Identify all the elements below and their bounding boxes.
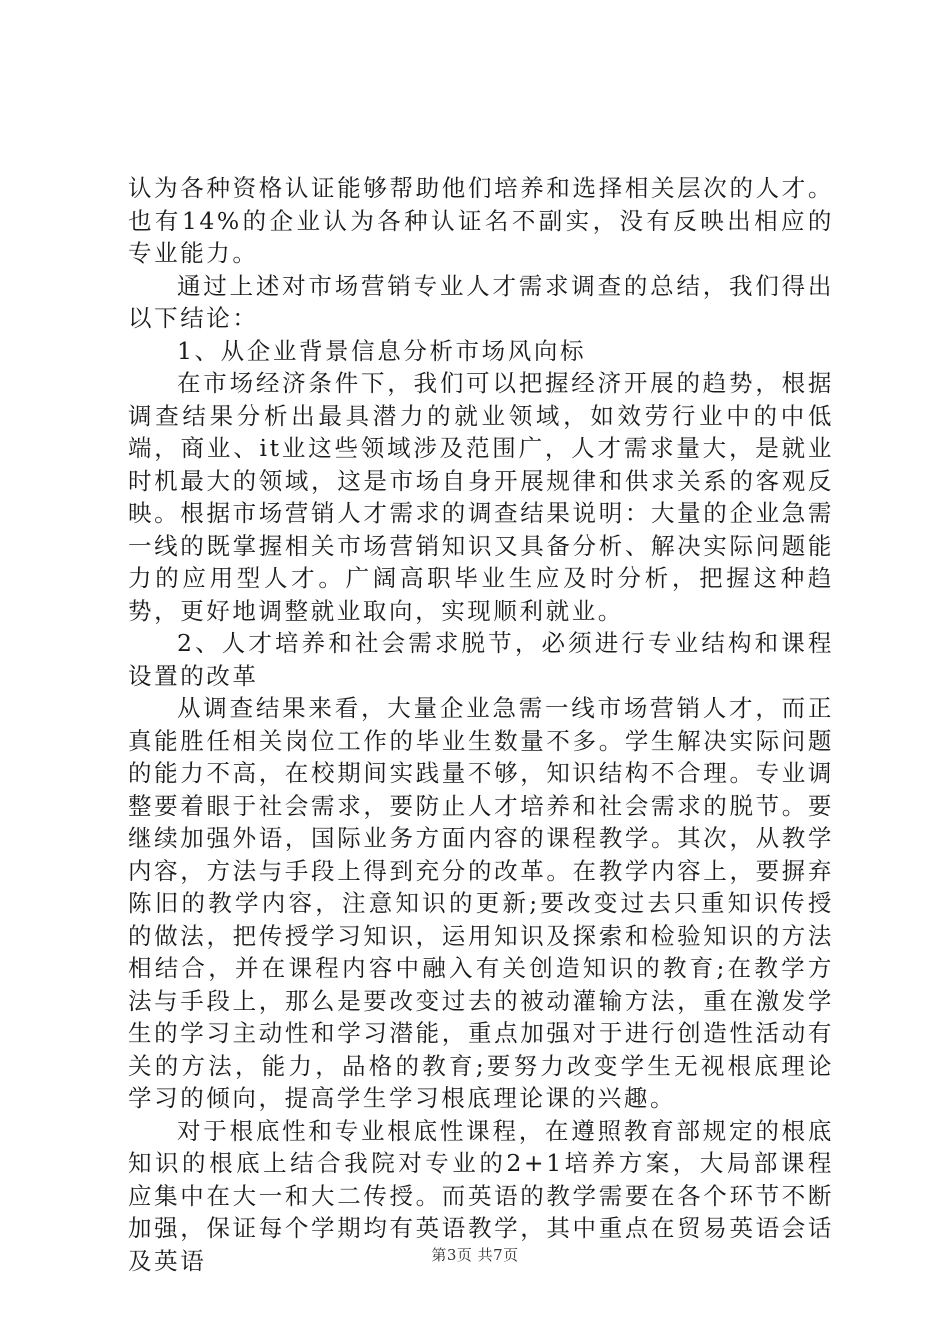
paragraph-continuation: 认为各种资格认证能够帮助他们培养和选择相关层次的人才。也有14%的企业认为各种认证名不副实，没有反映出相应的专业能力。 <box>128 174 834 267</box>
section-heading-1: 1、从企业背景信息分析市场风向标 <box>177 336 587 365</box>
paragraph-market-analysis: 在市场经济条件下，我们可以把握经济开展的趋势，根据调查结果分析出最具潜力的就业领域，如效劳行业中的中低端，商业、it业这些领域涉及范围广，人才需求量大，是就业时机最大的领域，这是市场自身开展规律和供求关系的客观反映。根据市场营销人才需求的调查结果说明：大量的企业急需一线的既掌握相关市场营销知识又具备分析、解决实际问题能力的应用型人才。广阔高职毕业生应及时分析，把握这种趋势，更好地调整就业取向，实现顺利就业。 <box>128 369 834 625</box>
paragraph-foundation-courses: 对于根底性和专业根底性课程，在遵照教育部规定的根底知识的根底上结合我院对专业的2+1培养方案，大局部课程应集中在大一和大二传授。而英语的教学需要在各个环节不断加强，保证每个学期均有英语教学，其中重点在贸易英语会话及英语 <box>128 1116 834 1275</box>
paragraph-conclusion-intro: 通过上述对市场营销专业人才需求调查的总结，我们得出以下结论： <box>128 271 834 332</box>
document-body <box>128 172 834 1277</box>
paragraph-curriculum-reform: 从调查结果来看，大量企业急需一线市场营销人才，而正真能胜任相关岗位工作的毕业生数量不多。学生解决实际问题的能力不高，在校期间实践量不够，知识结构不合理。专业调整要着眼于社会需求，要防止人才培养和社会需求的脱节。要继续加强外语，国际业务方面内容的课程教学。其次，从教学内容，方法与手段上得到充分的改革。在教学内容上，要摒弃陈旧的教学内容，注意知识的更新;要改变过去只重知识传授的做法，把传授学习知识，运用知识及探索和检验知识的方法相结合，并在课程内容中融入有关创造知识的教育;在教学方法与手段上，那么是要改变过去的被动灌输方法，重在激发学生的学习主动性和学习潜能，重点加强对于进行创造性活动有关的方法，能力，品格的教育;要努力改变学生无视根底理论学习的倾向，提高学生学习根底理论课的兴趣。 <box>128 694 834 1112</box>
section-heading-2: 2、人才培养和社会需求脱节，必须进行专业结构和课程设置的改革 <box>128 629 834 690</box>
page-number-footer: 第3页 共7页 <box>431 1246 519 1264</box>
